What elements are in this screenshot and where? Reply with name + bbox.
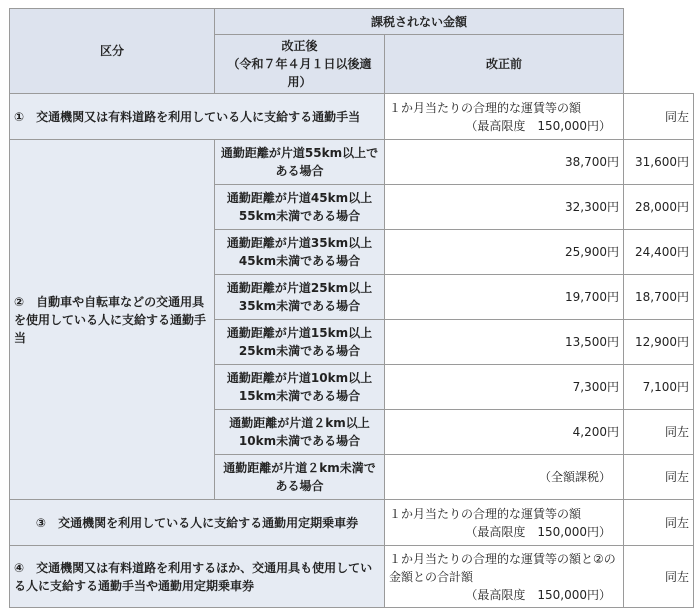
- row2-category: [10, 140, 215, 500]
- row1-after-line2: （最高限度 150,000円）: [465, 118, 612, 133]
- header-after-revision: [215, 35, 385, 94]
- row4-after: [385, 546, 624, 608]
- row2-before: 24,400円: [624, 230, 694, 275]
- row2-condition: 通勤距離が片道45km以上55km未満である場合: [215, 185, 385, 230]
- row1-before: 同左: [624, 94, 694, 140]
- row1-category: [10, 94, 385, 140]
- row2-after: （全額課税）: [385, 455, 624, 500]
- header-taxfree-amount: 課税されない金額: [215, 9, 624, 35]
- row3-after-line1: １か月当たりの合理的な運賃等の額: [389, 506, 582, 521]
- row3-category: [10, 500, 385, 546]
- row4-before: 同左: [624, 546, 694, 608]
- row2-condition: 通勤距離が片道10km以上15km未満である場合: [215, 365, 385, 410]
- row4-category-text: ④ 交通機関又は有料道路を利用するほか、交通用具も使用している人に支給する通勤手当や通勤用定期乗車券: [14, 560, 373, 593]
- row2-after: 25,900円: [385, 230, 624, 275]
- header-category: 区分: [10, 9, 215, 94]
- row2-before: 同左: [624, 410, 694, 455]
- row2-after: 32,300円: [385, 185, 624, 230]
- row2-before: 28,000円: [624, 185, 694, 230]
- header-after-label: 改正後: [281, 39, 318, 53]
- row2-before: 同左: [624, 455, 694, 500]
- row2-condition: 通勤距離が片道25km以上35km未満である場合: [215, 275, 385, 320]
- table-row: [10, 140, 694, 185]
- row3-before: 同左: [624, 500, 694, 546]
- row2-after: 19,700円: [385, 275, 624, 320]
- row2-after: 13,500円: [385, 320, 624, 365]
- row2-condition: 通勤距離が片道15km以上25km未満である場合: [215, 320, 385, 365]
- row4-category: [10, 546, 385, 608]
- commuting-allowance-table: [9, 8, 694, 608]
- table-row: [10, 500, 694, 546]
- row2-after: 38,700円: [385, 140, 624, 185]
- row2-condition: 通勤距離が片道35km以上45km未満である場合: [215, 230, 385, 275]
- row2-before: 18,700円: [624, 275, 694, 320]
- row4-after-line2: （最高限度 150,000円）: [465, 587, 612, 602]
- table-row: [10, 546, 694, 608]
- row2-category-text: ② 自動車や自転車などの交通用具を使用している人に支給する通勤手当: [14, 294, 207, 345]
- row2-condition: 通勤距離が片道55km以上である場合: [215, 140, 385, 185]
- row1-after-line1: １か月当たりの合理的な運賃等の額: [389, 100, 582, 115]
- row3-category-text: ③ 交通機関を利用している人に支給する通勤用定期乗車券: [35, 515, 359, 530]
- header-before-revision: 改正前: [385, 35, 624, 94]
- row1-category-text: ① 交通機関又は有料道路を利用している人に支給する通勤手当: [14, 109, 361, 124]
- row3-after: [385, 500, 624, 546]
- row2-before: 31,600円: [624, 140, 694, 185]
- row2-after: 7,300円: [385, 365, 624, 410]
- row1-after: [385, 94, 624, 140]
- row2-before: 7,100円: [624, 365, 694, 410]
- row2-condition: 通勤距離が片道２km未満である場合: [215, 455, 385, 500]
- row4-after-line1: １か月当たりの合理的な運賃等の額と②の金額との合計額: [389, 551, 616, 584]
- row2-after: 4,200円: [385, 410, 624, 455]
- row2-before: 12,900円: [624, 320, 694, 365]
- header-after-date: （令和７年４月１日以後適用）: [227, 57, 372, 89]
- table-row: [10, 94, 694, 140]
- row2-condition: 通勤距離が片道２km以上10km未満である場合: [215, 410, 385, 455]
- row3-after-line2: （最高限度 150,000円）: [465, 524, 612, 539]
